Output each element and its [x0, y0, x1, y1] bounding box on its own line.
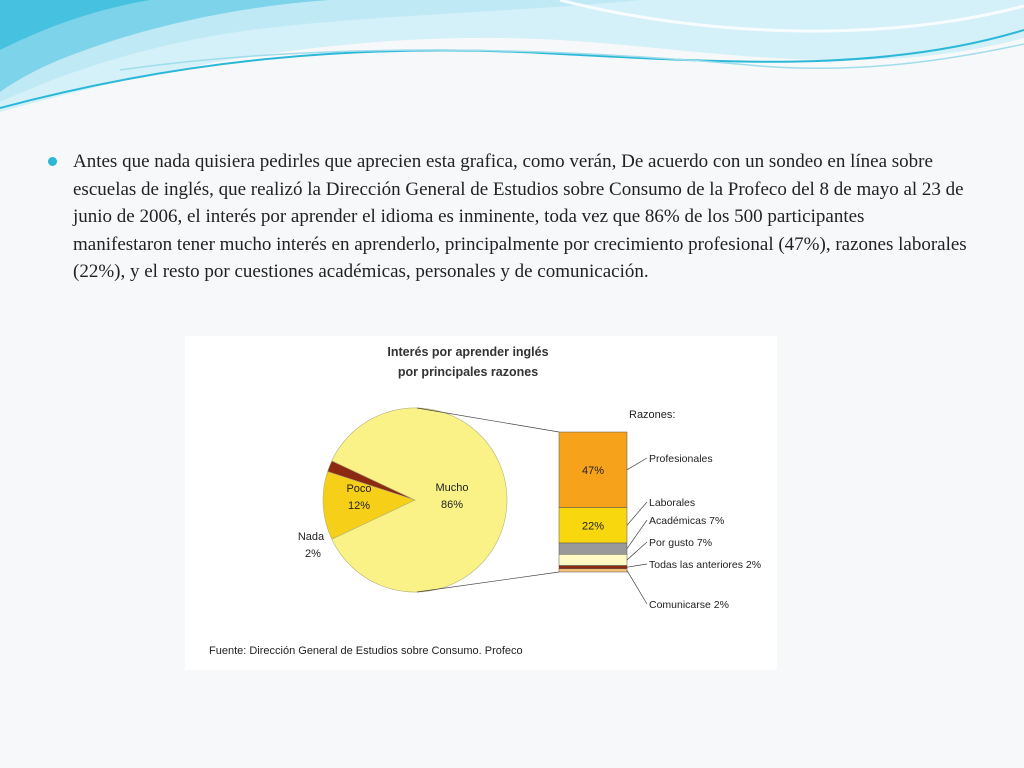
bullet-icon — [48, 157, 57, 166]
bullet-item — [48, 148, 968, 286]
pie-label-poco: Poco — [346, 483, 372, 495]
slide-body — [48, 148, 968, 286]
bar-label-5: Comunicarse 2% — [649, 599, 729, 611]
bar-value-0: 47% — [581, 464, 605, 477]
chart-title-line2: por principales razones — [397, 365, 539, 379]
bar-leader-0 — [627, 458, 647, 470]
pie-value-mucho: 86% — [440, 499, 464, 511]
bar-value-1: 22% — [581, 520, 605, 533]
bar-segment-3 — [559, 554, 627, 565]
chart-title-line1: Interés por aprender inglés — [387, 345, 549, 359]
bar-header: Razones: — [629, 409, 676, 421]
bar-label-4: Todas las anteriores 2% — [649, 559, 762, 571]
chart-svg — [185, 336, 777, 670]
bar-leader-4 — [627, 564, 647, 567]
bar-leader-5 — [627, 570, 647, 604]
pie-label-nada: Nada — [297, 531, 325, 543]
pie-value-poco: 12% — [347, 500, 371, 512]
bar-label-0: Profesionales — [649, 453, 713, 465]
bar-label-3: Por gusto 7% — [649, 537, 713, 549]
bar-label-2: Académicas 7% — [649, 515, 725, 527]
pie-label-mucho: Mucho — [435, 482, 469, 494]
bullet-text: Antes que nada quisiera pedirles que aprecien esta grafica, como verán, De acuerdo con un sondeo en línea sobre escuelas de inglés, que realizó la Dirección General de Estudios sobre Consumo de la Profeco del 8 de mayo al 23 de junio de 2006, el interés por aprender el idioma es inminente, toda vez que 86% de los 500 participantes manifestaron tener mucho interés en aprenderlo, principalmente por crecimiento profesional (47%), razones laborales (22%), y el resto por cuestiones académicas, personales y de comunicación. — [73, 151, 967, 282]
header-wave-decoration — [0, 0, 1024, 140]
bar-label-1: Laborales — [649, 497, 696, 509]
bar-leader-1 — [627, 502, 647, 525]
bar-segment-5 — [559, 569, 627, 572]
chart-source: Fuente: Dirección General de Estudios sobre Consumo. Profeco — [209, 645, 523, 657]
chart-image — [185, 336, 777, 670]
bar-segment-4 — [559, 566, 627, 569]
bar-segment-2 — [559, 543, 627, 554]
pie-value-nada: 2% — [305, 548, 321, 560]
